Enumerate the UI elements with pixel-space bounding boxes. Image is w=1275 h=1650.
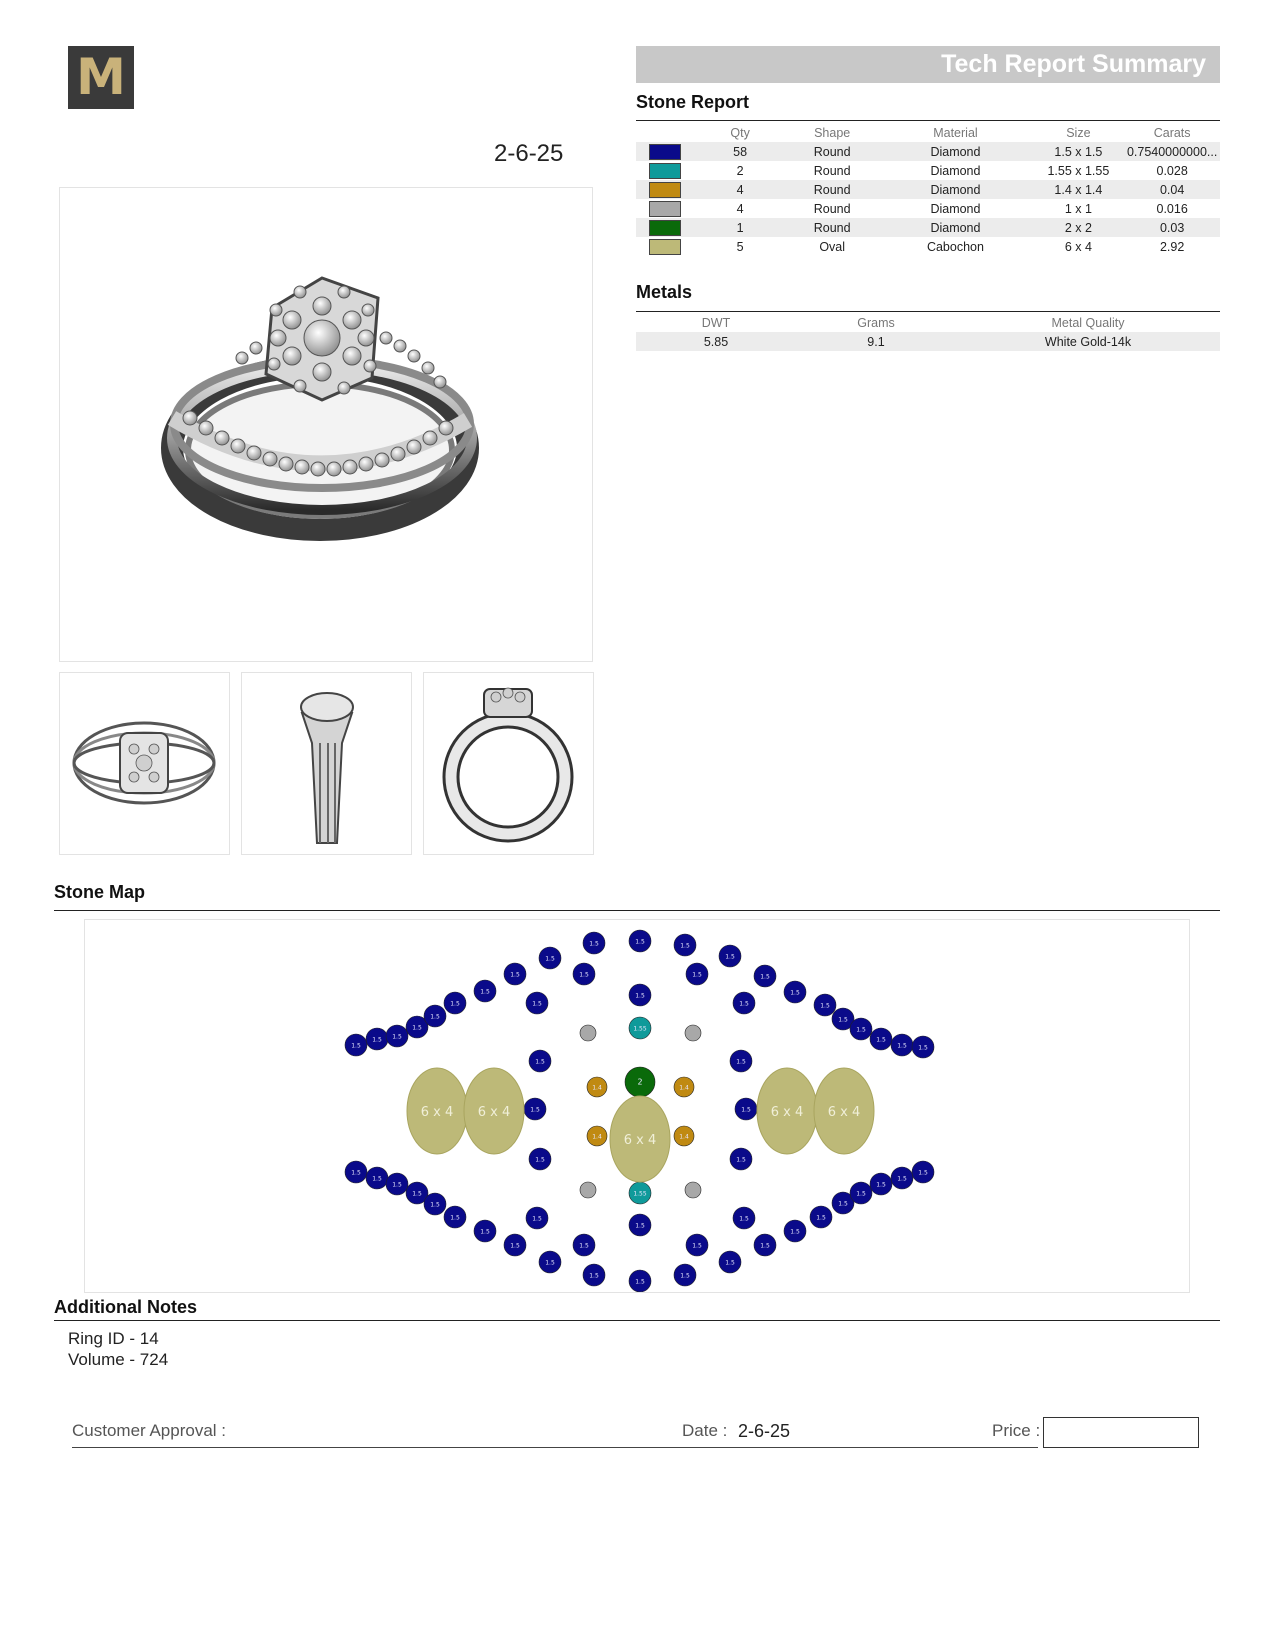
volume-note: Volume - 724 bbox=[68, 1350, 169, 1369]
price-label: Price : bbox=[992, 1421, 1041, 1440]
stone-qty-cell: 1 bbox=[694, 218, 786, 237]
stone-material-cell: Diamond bbox=[930, 201, 981, 216]
blue-stone-1-5-label: 1.5 bbox=[736, 1058, 746, 1066]
gold-stone-1-4-label: 1.4 bbox=[592, 1084, 602, 1092]
blue-stone-1-5-label: 1.5 bbox=[838, 1200, 848, 1208]
stone-color-swatch bbox=[649, 182, 681, 198]
stone-color-cell bbox=[636, 180, 694, 199]
stone-color-cell bbox=[636, 199, 694, 218]
blue-stone-1-5-label: 1.5 bbox=[635, 1222, 645, 1230]
header-date: 2-6-25 bbox=[494, 140, 564, 167]
gray-stone-1x1 bbox=[685, 1025, 701, 1041]
stone-size-cell: 1 x 1 bbox=[1064, 201, 1092, 216]
metals-heading: Metals bbox=[636, 282, 693, 302]
oval-cabochon-6x4-label: 6 x 4 bbox=[827, 1105, 861, 1120]
blue-stone-1-5-label: 1.5 bbox=[351, 1042, 361, 1050]
stone-color-swatch bbox=[649, 201, 681, 217]
blue-stone-1-5-label: 1.5 bbox=[545, 955, 555, 963]
blue-stone-1-5-label: 1.5 bbox=[532, 1000, 542, 1008]
stone-report-divider bbox=[636, 120, 1220, 121]
main-ring-render bbox=[59, 187, 593, 662]
gray-stone-1x1 bbox=[580, 1025, 596, 1041]
gold-stone-1-4-label: 1.4 bbox=[679, 1133, 689, 1141]
blue-stone-1-5-label: 1.5 bbox=[897, 1175, 907, 1183]
stone-material-cell: Diamond bbox=[878, 218, 1032, 237]
blue-stone-1-5-label: 1.5 bbox=[589, 1272, 599, 1280]
stone-material-cell: Diamond bbox=[878, 180, 1032, 199]
stone-color-swatch bbox=[649, 239, 681, 255]
blue-stone-1-5-label: 1.5 bbox=[692, 1242, 702, 1250]
blue-stone-1-5-label: 1.5 bbox=[760, 1242, 770, 1250]
blue-stone-1-5-label: 1.5 bbox=[741, 1106, 751, 1114]
table-row bbox=[636, 237, 1220, 256]
ring-front-view-thumbnail bbox=[423, 672, 594, 855]
blue-stone-1-5-label: 1.5 bbox=[412, 1190, 422, 1198]
blue-stone-1-5-label: 1.5 bbox=[545, 1259, 555, 1267]
table-row bbox=[636, 142, 1220, 161]
table-row bbox=[636, 180, 1220, 199]
blue-stone-1-5-label: 1.5 bbox=[739, 1215, 749, 1223]
logo-letter: M bbox=[76, 48, 126, 106]
blue-stone-1-5-label: 1.5 bbox=[579, 971, 589, 979]
stone-carats-cell: 0.7540000000... bbox=[1124, 142, 1220, 161]
blue-stone-1-5-label: 1.5 bbox=[897, 1042, 907, 1050]
blue-stone-1-5-label: 1.5 bbox=[510, 1242, 520, 1250]
gold-stone-1-4-label: 1.4 bbox=[592, 1133, 602, 1141]
stone-carats-cell: 0.04 bbox=[1124, 180, 1220, 199]
metal-quality-value: White Gold-14k bbox=[956, 332, 1220, 351]
stone-shape-cell: Oval bbox=[819, 239, 846, 254]
table-row bbox=[636, 199, 1220, 218]
blue-stone-1-5-label: 1.5 bbox=[480, 1228, 490, 1236]
stone-size-cell: 1.55 x 1.55 bbox=[1047, 163, 1110, 178]
teal-stone-1-55-label: 1.55 bbox=[633, 1025, 647, 1033]
table-row bbox=[636, 161, 1220, 180]
price-input-box[interactable] bbox=[1043, 1417, 1199, 1448]
stone-material-cell: Diamond bbox=[930, 163, 981, 178]
stone-size-cell: 6 x 4 bbox=[1064, 239, 1092, 254]
gray-stone-1x1 bbox=[580, 1182, 596, 1198]
stone-carats-cell: 0.016 bbox=[1156, 201, 1188, 216]
additional-notes-heading: Additional Notes bbox=[54, 1297, 197, 1317]
blue-stone-1-5-label: 1.5 bbox=[876, 1036, 886, 1044]
company-logo bbox=[68, 46, 134, 109]
stone-map-heading: Stone Map bbox=[54, 882, 146, 902]
blue-stone-1-5-label: 1.5 bbox=[635, 1278, 645, 1286]
blue-stone-1-5-label: 1.5 bbox=[918, 1044, 928, 1052]
approval-date-value: 2-6-25 bbox=[738, 1421, 791, 1441]
blue-stone-1-5-label: 1.5 bbox=[450, 1214, 460, 1222]
blue-stone-1-5-label: 1.5 bbox=[510, 971, 520, 979]
stone-size-cell: 2 x 2 bbox=[1032, 218, 1124, 237]
stone-size-cell: 1.5 x 1.5 bbox=[1032, 142, 1124, 161]
blue-stone-1-5-label: 1.5 bbox=[790, 1228, 800, 1236]
blue-stone-1-5-label: 1.5 bbox=[579, 1242, 589, 1250]
stone-color-swatch bbox=[649, 144, 681, 160]
grams-value: 9.1 bbox=[796, 332, 956, 351]
stone-shape-cell: Round bbox=[813, 201, 851, 216]
stone-material-cell: Cabochon bbox=[926, 239, 984, 254]
ring-top-view-thumbnail bbox=[59, 672, 230, 855]
stone-carats-cell: 0.03 bbox=[1124, 218, 1220, 237]
dwt-value: 5.85 bbox=[636, 332, 796, 351]
blue-stone-1-5-label: 1.5 bbox=[820, 1002, 830, 1010]
blue-stone-1-5-label: 1.5 bbox=[725, 953, 735, 961]
blue-stone-1-5-label: 1.5 bbox=[725, 1259, 735, 1267]
oval-cabochon-6x4-label: 6 x 4 bbox=[623, 1133, 657, 1148]
blue-stone-1-5-label: 1.5 bbox=[535, 1156, 545, 1164]
blue-stone-1-5-label: 1.5 bbox=[430, 1201, 440, 1209]
stone-qty-cell: 5 bbox=[736, 239, 744, 254]
metals-divider bbox=[636, 311, 1220, 312]
green-stone-2x2-label: 2 bbox=[637, 1077, 643, 1087]
blue-stone-1-5-label: 1.5 bbox=[680, 1272, 690, 1280]
ring-side-view-thumbnail bbox=[241, 672, 412, 855]
metal-quality-column-header: Metal Quality bbox=[1051, 316, 1125, 330]
report-title: Tech Report Summary bbox=[941, 50, 1206, 78]
stone-qty-cell: 58 bbox=[694, 142, 786, 161]
stone-map-diagram bbox=[85, 920, 1189, 1292]
oval-cabochon-6x4-label: 6 x 4 bbox=[477, 1105, 511, 1120]
grams-column-header: Grams bbox=[857, 316, 895, 330]
dwt-column-header: DWT bbox=[701, 316, 731, 330]
stone-color-cell bbox=[636, 142, 694, 161]
stone-color-cell bbox=[636, 218, 694, 237]
blue-stone-1-5-label: 1.5 bbox=[692, 971, 702, 979]
blue-stone-1-5-label: 1.5 bbox=[450, 1000, 460, 1008]
customer-signature-line[interactable] bbox=[72, 1447, 1038, 1448]
blue-stone-1-5-label: 1.5 bbox=[372, 1175, 382, 1183]
blue-stone-1-5-label: 1.5 bbox=[918, 1169, 928, 1177]
blue-stone-1-5-label: 1.5 bbox=[535, 1058, 545, 1066]
stone-color-cell bbox=[636, 237, 694, 256]
ring-id-note: Ring ID - 14 bbox=[68, 1329, 159, 1348]
blue-stone-1-5-label: 1.5 bbox=[838, 1016, 848, 1024]
blue-stone-1-5-label: 1.5 bbox=[412, 1024, 422, 1032]
report-title-banner bbox=[636, 46, 1220, 83]
customer-approval-label: Customer Approval : bbox=[72, 1421, 227, 1440]
size-column-header: Size bbox=[1066, 126, 1091, 140]
stone-shape-cell: Round bbox=[786, 180, 879, 199]
blue-stone-1-5-label: 1.5 bbox=[372, 1036, 382, 1044]
carats-column-header: Carats bbox=[1153, 126, 1191, 140]
stone-shape-cell: Round bbox=[786, 142, 879, 161]
stone-shape-cell: Round bbox=[786, 218, 879, 237]
stone-qty-cell: 4 bbox=[694, 180, 786, 199]
blue-stone-1-5-label: 1.5 bbox=[392, 1033, 402, 1041]
blue-stone-1-5-label: 1.5 bbox=[856, 1190, 866, 1198]
stone-size-cell: 1.4 x 1.4 bbox=[1032, 180, 1124, 199]
blue-stone-1-5-label: 1.5 bbox=[856, 1026, 866, 1034]
gray-stone-1x1 bbox=[685, 1182, 701, 1198]
blue-stone-1-5-label: 1.5 bbox=[635, 938, 645, 946]
oval-cabochon-6x4-label: 6 x 4 bbox=[770, 1105, 804, 1120]
stone-carats-cell: 0.028 bbox=[1156, 163, 1188, 178]
approval-date-label: Date : bbox=[682, 1421, 728, 1440]
stone-qty-cell: 4 bbox=[736, 201, 744, 216]
gold-stone-1-4-label: 1.4 bbox=[679, 1084, 689, 1092]
metals-table-header bbox=[636, 314, 1220, 332]
stone-report-heading: Stone Report bbox=[636, 92, 750, 112]
stone-color-cell bbox=[636, 161, 694, 180]
table-row bbox=[636, 332, 1220, 351]
blue-stone-1-5-label: 1.5 bbox=[760, 973, 770, 981]
blue-stone-1-5-label: 1.5 bbox=[351, 1169, 361, 1177]
stone-color-swatch bbox=[649, 163, 681, 179]
blue-stone-1-5-label: 1.5 bbox=[736, 1156, 746, 1164]
blue-stone-1-5-label: 1.5 bbox=[680, 942, 690, 950]
shape-column-header: Shape bbox=[814, 126, 851, 140]
blue-stone-1-5-label: 1.5 bbox=[739, 1000, 749, 1008]
stone-table-header bbox=[636, 124, 1220, 142]
blue-stone-1-5-label: 1.5 bbox=[480, 988, 490, 996]
stone-color-swatch bbox=[649, 220, 681, 236]
table-row bbox=[636, 218, 1220, 237]
qty-column-header: Qty bbox=[730, 126, 750, 140]
stone-map bbox=[84, 919, 1190, 1293]
stone-carats-cell: 2.92 bbox=[1159, 239, 1185, 254]
blue-stone-1-5-label: 1.5 bbox=[532, 1215, 542, 1223]
stone-qty-cell: 2 bbox=[736, 163, 744, 178]
blue-stone-1-5-label: 1.5 bbox=[589, 940, 599, 948]
blue-stone-1-5-label: 1.5 bbox=[392, 1181, 402, 1189]
blue-stone-1-5-label: 1.5 bbox=[790, 989, 800, 997]
stone-report-table bbox=[636, 124, 1220, 256]
oval-cabochon-6x4-label: 6 x 4 bbox=[420, 1105, 454, 1120]
stone-material-cell: Diamond bbox=[878, 142, 1032, 161]
blue-stone-1-5-label: 1.5 bbox=[876, 1181, 886, 1189]
blue-stone-1-5-label: 1.5 bbox=[530, 1106, 540, 1114]
blue-stone-1-5-label: 1.5 bbox=[430, 1013, 440, 1021]
teal-stone-1-55-label: 1.55 bbox=[633, 1190, 647, 1198]
stone-map-divider bbox=[54, 910, 1220, 911]
blue-stone-1-5-label: 1.5 bbox=[635, 992, 645, 1000]
color-column-header bbox=[636, 124, 694, 142]
stone-shape-cell: Round bbox=[813, 163, 851, 178]
additional-notes-divider bbox=[54, 1320, 1220, 1321]
blue-stone-1-5-label: 1.5 bbox=[816, 1214, 826, 1222]
metals-table bbox=[636, 314, 1220, 351]
material-column-header: Material bbox=[933, 126, 978, 140]
